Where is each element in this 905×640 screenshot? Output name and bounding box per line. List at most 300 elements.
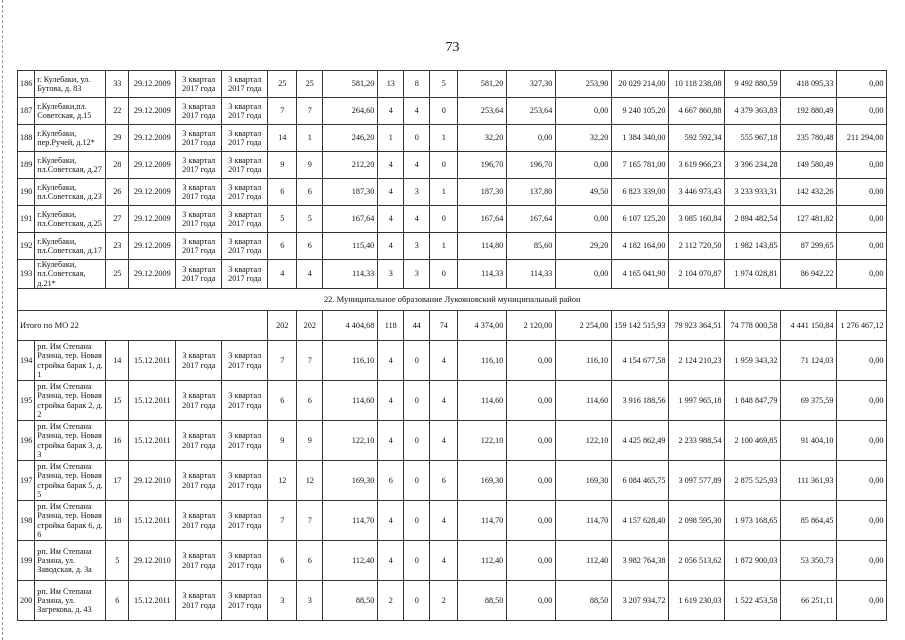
date-cell: 29.12.2010 <box>129 541 176 581</box>
value-cell: 3 619 966,23 <box>669 152 725 179</box>
value-cell: 0 <box>430 206 458 233</box>
value-cell: 0,00 <box>837 179 887 206</box>
row-number: 192 <box>18 233 35 260</box>
doc-number-cell: 33 <box>106 71 129 98</box>
date-cell: 15.12.2011 <box>129 501 176 541</box>
total-cell: 4 404,68 <box>323 311 378 341</box>
date-cell: 29.12.2009 <box>129 125 176 152</box>
value-cell: 66 251,11 <box>781 581 837 621</box>
date-cell: 29.12.2009 <box>129 260 176 289</box>
value-cell: 0,00 <box>837 206 887 233</box>
actual-quarter-cell: 3 квартал 2017 года <box>222 179 268 206</box>
value-cell: 4 <box>404 206 430 233</box>
table-row <box>18 341 887 381</box>
value-cell: 1 <box>430 125 458 152</box>
value-cell: 0,00 <box>507 541 556 581</box>
planned-quarter-cell: 3 квартал 2017 года <box>176 125 222 152</box>
address-cell: рп. Им Степана Разина, тер. Новая стройка барак 1, д. 1 <box>35 341 106 381</box>
value-cell: 3 233 933,31 <box>725 179 781 206</box>
value-cell: 0,00 <box>556 260 612 289</box>
value-cell: 2 112 720,50 <box>669 233 725 260</box>
value-cell: 0,00 <box>507 125 556 152</box>
value-cell: 3 <box>404 260 430 289</box>
value-cell: 0,00 <box>837 152 887 179</box>
value-cell: 4 182 164,00 <box>612 233 669 260</box>
planned-quarter-cell: 3 квартал 2017 года <box>176 341 222 381</box>
value-cell: 4 <box>378 381 404 421</box>
value-cell: 71 124,03 <box>781 341 837 381</box>
value-cell: 127 481,82 <box>781 206 837 233</box>
value-cell: 112,40 <box>323 541 378 581</box>
value-cell: 6 107 125,20 <box>612 206 669 233</box>
value-cell: 253,64 <box>458 98 507 125</box>
value-cell: 7 <box>268 341 297 381</box>
value-cell: 49,50 <box>556 179 612 206</box>
address-cell: г. Кулебаки, ул. Бутова, д. 83 <box>35 71 106 98</box>
doc-number-cell: 27 <box>106 206 129 233</box>
value-cell: 0,00 <box>507 381 556 421</box>
value-cell: 0,00 <box>837 421 887 461</box>
value-cell: 0 <box>404 381 430 421</box>
doc-number-cell: 26 <box>106 179 129 206</box>
value-cell: 0,00 <box>556 152 612 179</box>
planned-quarter-cell: 3 квартал 2017 года <box>176 501 222 541</box>
address-cell: г.Кулебаки, пл.Советская, д.27 <box>35 152 106 179</box>
value-cell: 114,80 <box>458 233 507 260</box>
actual-quarter-cell: 3 квартал 2017 года <box>222 152 268 179</box>
value-cell: 0,00 <box>837 233 887 260</box>
doc-number-cell: 6 <box>106 581 129 621</box>
row-number: 199 <box>18 541 35 581</box>
total-cell: 74 778 000,58 <box>725 311 781 341</box>
value-cell: 212,20 <box>323 152 378 179</box>
address-cell: рп. Им Степана Разина, тер. Новая стройка барак 5, д. 5 <box>35 461 106 501</box>
actual-quarter-cell: 3 квартал 2017 года <box>222 260 268 289</box>
value-cell: 0 <box>430 260 458 289</box>
value-cell: 9 240 105,20 <box>612 98 669 125</box>
value-cell: 5 <box>268 206 297 233</box>
table-row <box>18 541 887 581</box>
value-cell: 3 207 934,72 <box>612 581 669 621</box>
doc-number-cell: 17 <box>106 461 129 501</box>
value-cell: 3 <box>268 581 297 621</box>
date-cell: 29.12.2009 <box>129 179 176 206</box>
table-row <box>18 71 887 98</box>
value-cell: 0,00 <box>837 461 887 501</box>
value-cell: 2 056 513,62 <box>669 541 725 581</box>
table-row <box>18 179 887 206</box>
value-cell: 114,70 <box>556 501 612 541</box>
planned-quarter-cell: 3 квартал 2017 года <box>176 152 222 179</box>
address-cell: г.Кулебаки, пл.Советская, д.25 <box>35 206 106 233</box>
value-cell: 3 <box>378 260 404 289</box>
value-cell: 1 872 900,03 <box>725 541 781 581</box>
table-row <box>18 461 887 501</box>
value-cell: 4 <box>378 152 404 179</box>
value-cell: 4 <box>378 501 404 541</box>
value-cell: 167,64 <box>458 206 507 233</box>
date-cell: 29.12.2009 <box>129 233 176 260</box>
value-cell: 9 <box>297 421 323 461</box>
address-cell: рп. Им Степана Разина, ул. Заводская, д. 3а <box>35 541 106 581</box>
value-cell: 0,00 <box>837 381 887 421</box>
value-cell: 4 <box>430 421 458 461</box>
value-cell: 114,33 <box>507 260 556 289</box>
actual-quarter-cell: 3 квартал 2017 года <box>222 125 268 152</box>
planned-quarter-cell: 3 квартал 2017 года <box>176 461 222 501</box>
value-cell: 6 <box>297 381 323 421</box>
value-cell: 196,70 <box>507 152 556 179</box>
planned-quarter-cell: 3 квартал 2017 года <box>176 421 222 461</box>
value-cell: 246,20 <box>323 125 378 152</box>
actual-quarter-cell: 3 квартал 2017 года <box>222 541 268 581</box>
value-cell: 4 <box>268 260 297 289</box>
value-cell: 418 095,33 <box>781 71 837 98</box>
value-cell: 85 864,45 <box>781 501 837 541</box>
actual-quarter-cell: 3 квартал 2017 года <box>222 381 268 421</box>
value-cell: 3 396 234,28 <box>725 152 781 179</box>
value-cell: 3 916 188,56 <box>612 381 669 421</box>
planned-quarter-cell: 3 квартал 2017 года <box>176 581 222 621</box>
value-cell: 2 233 988,54 <box>669 421 725 461</box>
row-number: 186 <box>18 71 35 98</box>
value-cell: 142 432,26 <box>781 179 837 206</box>
address-cell: г.Кулебаки, пл.Советская, д.21* <box>35 260 106 289</box>
value-cell: 0 <box>430 98 458 125</box>
planned-quarter-cell: 3 квартал 2017 года <box>176 381 222 421</box>
value-cell: 4 <box>378 206 404 233</box>
section-title: 22. Муниципальное образование Лукояновский муниципальный район <box>18 289 887 311</box>
value-cell: 1 997 965,18 <box>669 381 725 421</box>
value-cell: 6 <box>430 461 458 501</box>
value-cell: 2 894 482,54 <box>725 206 781 233</box>
value-cell: 2 875 525,93 <box>725 461 781 501</box>
total-cell: 4 441 150,84 <box>781 311 837 341</box>
actual-quarter-cell: 3 квартал 2017 года <box>222 341 268 381</box>
value-cell: 4 165 041,90 <box>612 260 669 289</box>
table-row <box>18 421 887 461</box>
value-cell: 0,00 <box>837 341 887 381</box>
total-cell: 2 120,00 <box>507 311 556 341</box>
value-cell: 0 <box>430 152 458 179</box>
doc-number-cell: 14 <box>106 341 129 381</box>
value-cell: 187,30 <box>458 179 507 206</box>
value-cell: 327,30 <box>507 71 556 98</box>
value-cell: 114,60 <box>458 381 507 421</box>
value-cell: 0,00 <box>507 501 556 541</box>
value-cell: 53 350,73 <box>781 541 837 581</box>
value-cell: 88,50 <box>556 581 612 621</box>
value-cell: 0,00 <box>507 581 556 621</box>
value-cell: 0,00 <box>556 98 612 125</box>
value-cell: 4 <box>378 341 404 381</box>
value-cell: 4 425 862,49 <box>612 421 669 461</box>
value-cell: 4 <box>297 260 323 289</box>
value-cell: 114,33 <box>323 260 378 289</box>
value-cell: 7 <box>297 501 323 541</box>
value-cell: 0,00 <box>837 260 887 289</box>
value-cell: 10 118 238,08 <box>669 71 725 98</box>
value-cell: 4 <box>378 98 404 125</box>
value-cell: 86 942,22 <box>781 260 837 289</box>
total-cell: 74 <box>430 311 458 341</box>
value-cell: 253,90 <box>556 71 612 98</box>
planned-quarter-cell: 3 квартал 2017 года <box>176 541 222 581</box>
housing-table <box>17 70 887 621</box>
total-cell: 44 <box>404 311 430 341</box>
value-cell: 0 <box>404 341 430 381</box>
total-cell: 202 <box>297 311 323 341</box>
total-cell: 2 254,00 <box>556 311 612 341</box>
value-cell: 196,70 <box>458 152 507 179</box>
value-cell: 1 <box>430 233 458 260</box>
value-cell: 581,20 <box>323 71 378 98</box>
value-cell: 0,00 <box>837 71 887 98</box>
value-cell: 169,30 <box>458 461 507 501</box>
margin-dash-line <box>2 0 4 640</box>
value-cell: 6 <box>297 233 323 260</box>
value-cell: 4 <box>404 152 430 179</box>
value-cell: 1 974 028,81 <box>725 260 781 289</box>
address-cell: г.Кулебаки, пл.Советская, д.17 <box>35 233 106 260</box>
row-number: 194 <box>18 341 35 381</box>
address-cell: рп. Им Степана Разина, тер. Новая стройка барак 2, д. 2 <box>35 381 106 421</box>
value-cell: 167,64 <box>323 206 378 233</box>
actual-quarter-cell: 3 квартал 2017 года <box>222 98 268 125</box>
doc-number-cell: 18 <box>106 501 129 541</box>
address-cell: г.Кулебаки, пер.Ручей, д.12* <box>35 125 106 152</box>
date-cell: 29.12.2009 <box>129 206 176 233</box>
value-cell: 116,10 <box>458 341 507 381</box>
date-cell: 29.12.2009 <box>129 71 176 98</box>
value-cell: 1 973 168,65 <box>725 501 781 541</box>
value-cell: 111 361,93 <box>781 461 837 501</box>
value-cell: 6 084 465,75 <box>612 461 669 501</box>
doc-number-cell: 16 <box>106 421 129 461</box>
value-cell: 14 <box>268 125 297 152</box>
table-row <box>18 233 887 260</box>
row-number: 187 <box>18 98 35 125</box>
value-cell: 0 <box>404 461 430 501</box>
date-cell: 15.12.2011 <box>129 381 176 421</box>
row-number: 191 <box>18 206 35 233</box>
value-cell: 9 492 880,59 <box>725 71 781 98</box>
doc-number-cell: 23 <box>106 233 129 260</box>
value-cell: 3 <box>297 581 323 621</box>
value-cell: 69 375,59 <box>781 381 837 421</box>
value-cell: 6 <box>268 179 297 206</box>
table-row <box>18 381 887 421</box>
value-cell: 169,30 <box>323 461 378 501</box>
doc-number-cell: 15 <box>106 381 129 421</box>
address-cell: г.Кулебаки, пл.Советская, д.23 <box>35 179 106 206</box>
total-label: Итого по МО 22 <box>18 311 268 341</box>
value-cell: 253,64 <box>507 98 556 125</box>
value-cell: 6 <box>268 381 297 421</box>
value-cell: 7 165 781,00 <box>612 152 669 179</box>
value-cell: 4 <box>430 341 458 381</box>
value-cell: 4 <box>378 233 404 260</box>
value-cell: 7 <box>297 341 323 381</box>
value-cell: 122,10 <box>556 421 612 461</box>
value-cell: 0,00 <box>837 541 887 581</box>
value-cell: 122,10 <box>458 421 507 461</box>
value-cell: 3 <box>404 179 430 206</box>
planned-quarter-cell: 3 квартал 2017 года <box>176 260 222 289</box>
page-number: 73 <box>445 40 460 55</box>
actual-quarter-cell: 3 квартал 2017 года <box>222 461 268 501</box>
value-cell: 4 <box>404 98 430 125</box>
value-cell: 9 <box>268 421 297 461</box>
value-cell: 192 880,49 <box>781 98 837 125</box>
value-cell: 4 <box>378 541 404 581</box>
value-cell: 1 <box>297 125 323 152</box>
value-cell: 0 <box>404 541 430 581</box>
value-cell: 9 <box>297 152 323 179</box>
value-cell: 87 299,65 <box>781 233 837 260</box>
section-row <box>18 289 887 311</box>
value-cell: 6 <box>297 179 323 206</box>
value-cell: 1 522 453,58 <box>725 581 781 621</box>
value-cell: 4 379 363,83 <box>725 98 781 125</box>
value-cell: 3 982 764,38 <box>612 541 669 581</box>
value-cell: 4 667 860,88 <box>669 98 725 125</box>
value-cell: 0,00 <box>556 206 612 233</box>
value-cell: 0 <box>404 581 430 621</box>
actual-quarter-cell: 3 квартал 2017 года <box>222 581 268 621</box>
value-cell: 122,10 <box>323 421 378 461</box>
date-cell: 15.12.2011 <box>129 421 176 461</box>
planned-quarter-cell: 3 квартал 2017 года <box>176 179 222 206</box>
table-row <box>18 125 887 152</box>
value-cell: 1 848 847,79 <box>725 381 781 421</box>
value-cell: 29,20 <box>556 233 612 260</box>
value-cell: 32,20 <box>556 125 612 152</box>
value-cell: 211 294,00 <box>837 125 887 152</box>
value-cell: 114,70 <box>323 501 378 541</box>
value-cell: 581,20 <box>458 71 507 98</box>
value-cell: 114,60 <box>323 381 378 421</box>
value-cell: 88,50 <box>458 581 507 621</box>
value-cell: 114,33 <box>458 260 507 289</box>
planned-quarter-cell: 3 квартал 2017 года <box>176 71 222 98</box>
value-cell: 91 404,10 <box>781 421 837 461</box>
value-cell: 3 446 973,43 <box>669 179 725 206</box>
value-cell: 1 982 143,85 <box>725 233 781 260</box>
total-cell: 159 142 515,93 <box>612 311 669 341</box>
actual-quarter-cell: 3 квартал 2017 года <box>222 71 268 98</box>
value-cell: 114,60 <box>556 381 612 421</box>
date-cell: 15.12.2011 <box>129 581 176 621</box>
address-cell: рп. Им Степана Разина, ул. Загрекова, д. 43 <box>35 581 106 621</box>
table-row <box>18 260 887 289</box>
value-cell: 555 967,18 <box>725 125 781 152</box>
doc-number-cell: 22 <box>106 98 129 125</box>
value-cell: 9 <box>268 152 297 179</box>
value-cell: 2 098 595,30 <box>669 501 725 541</box>
value-cell: 4 <box>430 501 458 541</box>
actual-quarter-cell: 3 квартал 2017 года <box>222 206 268 233</box>
value-cell: 32,20 <box>458 125 507 152</box>
value-cell: 112,40 <box>458 541 507 581</box>
value-cell: 25 <box>268 71 297 98</box>
value-cell: 0,00 <box>837 98 887 125</box>
row-number: 196 <box>18 421 35 461</box>
value-cell: 115,40 <box>323 233 378 260</box>
address-cell: г.Кулебаки,пл. Советская, д.15 <box>35 98 106 125</box>
row-number: 188 <box>18 125 35 152</box>
value-cell: 8 <box>404 71 430 98</box>
doc-number-cell: 25 <box>106 260 129 289</box>
value-cell: 7 <box>297 98 323 125</box>
value-cell: 0 <box>404 501 430 541</box>
value-cell: 116,10 <box>323 341 378 381</box>
table-row <box>18 152 887 179</box>
value-cell: 167,64 <box>507 206 556 233</box>
value-cell: 169,30 <box>556 461 612 501</box>
value-cell: 2 <box>378 581 404 621</box>
total-cell: 118 <box>378 311 404 341</box>
value-cell: 4 <box>430 541 458 581</box>
planned-quarter-cell: 3 квартал 2017 года <box>176 206 222 233</box>
row-number: 195 <box>18 381 35 421</box>
value-cell: 1 619 230,03 <box>669 581 725 621</box>
value-cell: 20 029 214,00 <box>612 71 669 98</box>
table-row <box>18 206 887 233</box>
value-cell: 88,50 <box>323 581 378 621</box>
date-cell: 15.12.2011 <box>129 341 176 381</box>
value-cell: 7 <box>268 501 297 541</box>
value-cell: 6 <box>378 461 404 501</box>
planned-quarter-cell: 3 квартал 2017 года <box>176 98 222 125</box>
value-cell: 4 <box>430 381 458 421</box>
date-cell: 29.12.2010 <box>129 461 176 501</box>
value-cell: 137,80 <box>507 179 556 206</box>
planned-quarter-cell: 3 квартал 2017 года <box>176 233 222 260</box>
row-number: 190 <box>18 179 35 206</box>
value-cell: 0,00 <box>507 421 556 461</box>
value-cell: 5 <box>430 71 458 98</box>
value-cell: 0 <box>404 125 430 152</box>
value-cell: 112,40 <box>556 541 612 581</box>
value-cell: 85,60 <box>507 233 556 260</box>
value-cell: 0,00 <box>837 501 887 541</box>
value-cell: 12 <box>268 461 297 501</box>
value-cell: 12 <box>297 461 323 501</box>
value-cell: 0,00 <box>837 581 887 621</box>
value-cell: 1 <box>430 179 458 206</box>
table-row <box>18 98 887 125</box>
row-number: 198 <box>18 501 35 541</box>
value-cell: 0 <box>404 421 430 461</box>
value-cell: 1 384 340,00 <box>612 125 669 152</box>
value-cell: 235 780,48 <box>781 125 837 152</box>
row-number: 200 <box>18 581 35 621</box>
total-cell: 79 923 364,51 <box>669 311 725 341</box>
value-cell: 3 085 160,84 <box>669 206 725 233</box>
doc-number-cell: 29 <box>106 125 129 152</box>
actual-quarter-cell: 3 квартал 2017 года <box>222 421 268 461</box>
value-cell: 2 104 070,87 <box>669 260 725 289</box>
value-cell: 149 580,49 <box>781 152 837 179</box>
table-row <box>18 581 887 621</box>
actual-quarter-cell: 3 квартал 2017 года <box>222 501 268 541</box>
value-cell: 7 <box>268 98 297 125</box>
total-row <box>18 311 887 341</box>
value-cell: 1 <box>378 125 404 152</box>
total-cell: 4 374,00 <box>458 311 507 341</box>
value-cell: 592 592,34 <box>669 125 725 152</box>
